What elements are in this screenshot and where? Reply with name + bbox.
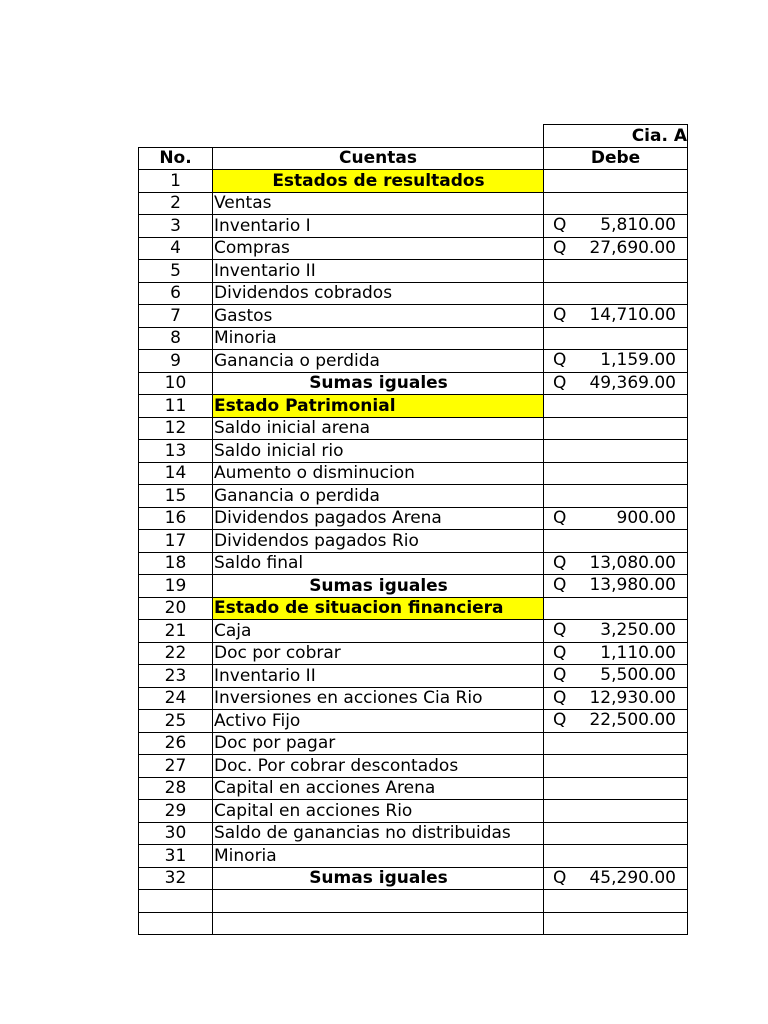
debe-amount-cell[interactable]	[544, 237, 688, 260]
table-row	[139, 890, 688, 913]
account-name-cell[interactable]: Sumas iguales	[213, 867, 544, 890]
table-row	[139, 327, 688, 350]
table-row	[139, 192, 688, 215]
table-row	[139, 462, 688, 485]
currency-symbol: Q	[553, 665, 567, 685]
table-row	[139, 417, 688, 440]
debe-amount-value: 27,690.00	[589, 237, 676, 258]
debe-amount-value: 5,810.00	[600, 215, 676, 235]
row-number-cell[interactable]: 11	[139, 395, 213, 418]
debe-amount-cell[interactable]	[544, 485, 688, 508]
table-row	[139, 777, 688, 800]
debe-amount-cell[interactable]	[544, 417, 688, 440]
row-number-cell[interactable]	[139, 890, 213, 913]
account-name-cell[interactable]: Ganancia o perdida	[213, 350, 544, 373]
currency-symbol: Q	[553, 710, 567, 730]
table-row	[139, 822, 688, 845]
debe-amount-value: 22,500.00	[589, 710, 676, 730]
account-name-cell[interactable]: Minoria	[213, 327, 544, 350]
account-name-cell[interactable]: Aumento o disminucion	[213, 462, 544, 485]
account-name-cell[interactable]: Dividendos pagados Arena	[213, 507, 544, 530]
currency-symbol: Q	[553, 350, 567, 370]
currency-symbol: Q	[553, 372, 567, 393]
debe-amount-cell[interactable]	[544, 192, 688, 215]
account-name-cell[interactable]: Inventario I	[213, 215, 544, 238]
row-number-cell[interactable]: 28	[139, 777, 213, 800]
blank-cell	[139, 125, 213, 148]
debe-amount-cell[interactable]	[544, 305, 688, 328]
currency-symbol: Q	[553, 642, 567, 663]
section-row	[139, 395, 688, 418]
debe-amount-cell[interactable]	[544, 372, 688, 395]
debe-amount-value: 3,250.00	[600, 620, 676, 640]
account-name-cell[interactable]: Doc. Por cobrar descontados	[213, 755, 544, 778]
row-number-cell[interactable]: 4	[139, 237, 213, 260]
table-row	[139, 687, 688, 710]
account-name-cell[interactable]: Saldo final	[213, 552, 544, 575]
header-no[interactable]: No.	[139, 147, 213, 170]
debe-amount-value: 13,080.00	[589, 552, 676, 573]
account-name-cell[interactable]: Compras	[213, 237, 544, 260]
row-number-cell[interactable]: 12	[139, 417, 213, 440]
account-name-cell[interactable]: Estado Patrimonial	[213, 395, 544, 418]
row-number-cell[interactable]: 6	[139, 282, 213, 305]
row-number-cell[interactable]: 19	[139, 575, 213, 598]
account-name-cell[interactable]: Estados de resultados	[213, 170, 544, 193]
debe-amount-cell[interactable]	[544, 620, 688, 643]
account-name-cell[interactable]: Doc por cobrar	[213, 642, 544, 665]
debe-amount-cell[interactable]	[544, 687, 688, 710]
currency-symbol: Q	[553, 620, 567, 640]
debe-amount-value: 12,930.00	[589, 687, 676, 708]
debe-amount-cell[interactable]	[544, 867, 688, 890]
row-number-cell[interactable]: 24	[139, 687, 213, 710]
row-number-cell[interactable]: 8	[139, 327, 213, 350]
header-debe[interactable]: Debe	[544, 147, 688, 170]
currency-symbol: Q	[553, 575, 567, 595]
spreadsheet-table	[138, 124, 688, 935]
account-name-cell[interactable]: Saldo inicial rio	[213, 440, 544, 463]
row-number-cell[interactable]: 1	[139, 170, 213, 193]
debe-amount-cell[interactable]	[544, 350, 688, 373]
table-row	[139, 732, 688, 755]
row-number-cell[interactable]: 23	[139, 665, 213, 688]
row-number-cell[interactable]: 15	[139, 485, 213, 508]
account-name-cell[interactable]: Doc por pagar	[213, 732, 544, 755]
table-row	[139, 215, 688, 238]
row-number-cell[interactable]: 5	[139, 260, 213, 283]
section-row	[139, 170, 688, 193]
debe-amount-value: 1,159.00	[600, 350, 676, 370]
debe-amount-cell[interactable]	[544, 507, 688, 530]
account-name-cell[interactable]: Minoria	[213, 845, 544, 868]
row-number-cell[interactable]: 10	[139, 372, 213, 395]
table-row	[139, 305, 688, 328]
debe-amount-cell[interactable]	[544, 282, 688, 305]
currency-symbol: Q	[553, 237, 567, 258]
row-number-cell[interactable]: 16	[139, 507, 213, 530]
debe-amount-cell[interactable]	[544, 732, 688, 755]
debe-amount-cell[interactable]	[544, 710, 688, 733]
table-row	[139, 485, 688, 508]
account-name-cell[interactable]: Activo Fijo	[213, 710, 544, 733]
debe-amount-cell[interactable]	[544, 395, 688, 418]
row-number-cell[interactable]: 3	[139, 215, 213, 238]
row-number-cell[interactable]: 27	[139, 755, 213, 778]
row-number-cell[interactable]: 29	[139, 800, 213, 823]
row-number-cell[interactable]: 21	[139, 620, 213, 643]
row-number-cell[interactable]: 25	[139, 710, 213, 733]
table-row	[139, 710, 688, 733]
debe-amount-value: 14,710.00	[589, 305, 676, 325]
blank-cell	[213, 125, 544, 148]
table-row	[139, 237, 688, 260]
row-number-cell[interactable]: 2	[139, 192, 213, 215]
debe-amount-value: 49,369.00	[589, 372, 676, 393]
debe-amount-value: 45,290.00	[589, 867, 676, 888]
debe-amount-cell[interactable]	[544, 597, 688, 620]
account-name-cell[interactable]: Inventario II	[213, 665, 544, 688]
table-row	[139, 282, 688, 305]
debe-amount-value: 5,500.00	[600, 665, 676, 685]
table-row	[139, 530, 688, 553]
account-name-cell[interactable]	[213, 912, 544, 935]
currency-symbol: Q	[553, 552, 567, 573]
debe-amount-cell[interactable]	[544, 260, 688, 283]
account-name-cell[interactable]: Sumas iguales	[213, 575, 544, 598]
section-row	[139, 597, 688, 620]
debe-amount-cell[interactable]	[544, 215, 688, 238]
account-name-cell[interactable]	[213, 890, 544, 913]
debe-amount-cell[interactable]	[544, 665, 688, 688]
company-header[interactable]: Cia. A	[544, 125, 688, 148]
row-number-cell[interactable]: 30	[139, 822, 213, 845]
spreadsheet-body	[139, 125, 688, 935]
sum-row	[139, 575, 688, 598]
account-name-cell[interactable]: Caja	[213, 620, 544, 643]
row-number-cell[interactable]	[139, 912, 213, 935]
currency-symbol: Q	[553, 305, 567, 325]
debe-amount-cell[interactable]	[544, 170, 688, 193]
table-row	[139, 755, 688, 778]
company-header-row	[139, 125, 688, 148]
account-name-cell[interactable]: Saldo de ganancias no distribuidas	[213, 822, 544, 845]
debe-amount-cell[interactable]	[544, 822, 688, 845]
row-number-cell[interactable]: 32	[139, 867, 213, 890]
debe-amount-cell[interactable]	[544, 440, 688, 463]
account-name-cell[interactable]: Gastos	[213, 305, 544, 328]
row-number-cell[interactable]: 13	[139, 440, 213, 463]
currency-symbol: Q	[553, 687, 567, 708]
debe-amount-value: 13,980.00	[589, 575, 676, 595]
table-row	[139, 620, 688, 643]
row-number-cell[interactable]: 9	[139, 350, 213, 373]
account-name-cell[interactable]: Inventario II	[213, 260, 544, 283]
currency-symbol: Q	[553, 507, 567, 528]
debe-amount-cell[interactable]	[544, 642, 688, 665]
table-row	[139, 912, 688, 935]
row-number-cell[interactable]: 31	[139, 845, 213, 868]
currency-symbol: Q	[553, 867, 567, 888]
account-name-cell[interactable]: Inversiones en acciones Cia Rio	[213, 687, 544, 710]
sum-row	[139, 372, 688, 395]
account-name-cell[interactable]: Ventas	[213, 192, 544, 215]
row-number-cell[interactable]: 7	[139, 305, 213, 328]
debe-amount-value: 1,110.00	[600, 642, 676, 663]
debe-amount-value: 900.00	[616, 507, 676, 528]
account-name-cell[interactable]: Saldo inicial arena	[213, 417, 544, 440]
row-number-cell[interactable]: 18	[139, 552, 213, 575]
row-number-cell[interactable]: 14	[139, 462, 213, 485]
debe-amount-cell[interactable]	[544, 327, 688, 350]
table-row	[139, 845, 688, 868]
debe-amount-cell[interactable]	[544, 890, 688, 913]
debe-amount-cell[interactable]	[544, 462, 688, 485]
table-row	[139, 665, 688, 688]
currency-symbol: Q	[553, 215, 567, 235]
table-row	[139, 350, 688, 373]
account-name-cell[interactable]: Capital en acciones Rio	[213, 800, 544, 823]
row-number-cell[interactable]: 20	[139, 597, 213, 620]
account-name-cell[interactable]: Dividendos cobrados	[213, 282, 544, 305]
debe-amount-cell[interactable]	[544, 800, 688, 823]
account-name-cell[interactable]: Ganancia o perdida	[213, 485, 544, 508]
debe-amount-cell[interactable]	[544, 845, 688, 868]
row-number-cell[interactable]: 26	[139, 732, 213, 755]
table-row	[139, 642, 688, 665]
account-name-cell[interactable]: Sumas iguales	[213, 372, 544, 395]
debe-amount-cell[interactable]	[544, 755, 688, 778]
row-number-cell[interactable]: 22	[139, 642, 213, 665]
table-row	[139, 507, 688, 530]
table-row	[139, 800, 688, 823]
debe-amount-cell[interactable]	[544, 912, 688, 935]
table-row	[139, 552, 688, 575]
debe-amount-cell[interactable]	[544, 575, 688, 598]
debe-amount-cell[interactable]	[544, 777, 688, 800]
account-name-cell[interactable]: Dividendos pagados Rio	[213, 530, 544, 553]
sum-row	[139, 867, 688, 890]
account-name-cell[interactable]: Capital en acciones Arena	[213, 777, 544, 800]
debe-amount-cell[interactable]	[544, 530, 688, 553]
account-name-cell[interactable]: Estado de situacion financiera	[213, 597, 544, 620]
header-cuentas[interactable]: Cuentas	[213, 147, 544, 170]
debe-amount-cell[interactable]	[544, 552, 688, 575]
row-number-cell[interactable]: 17	[139, 530, 213, 553]
table-row	[139, 260, 688, 283]
table-row	[139, 440, 688, 463]
column-header-row	[139, 147, 688, 170]
